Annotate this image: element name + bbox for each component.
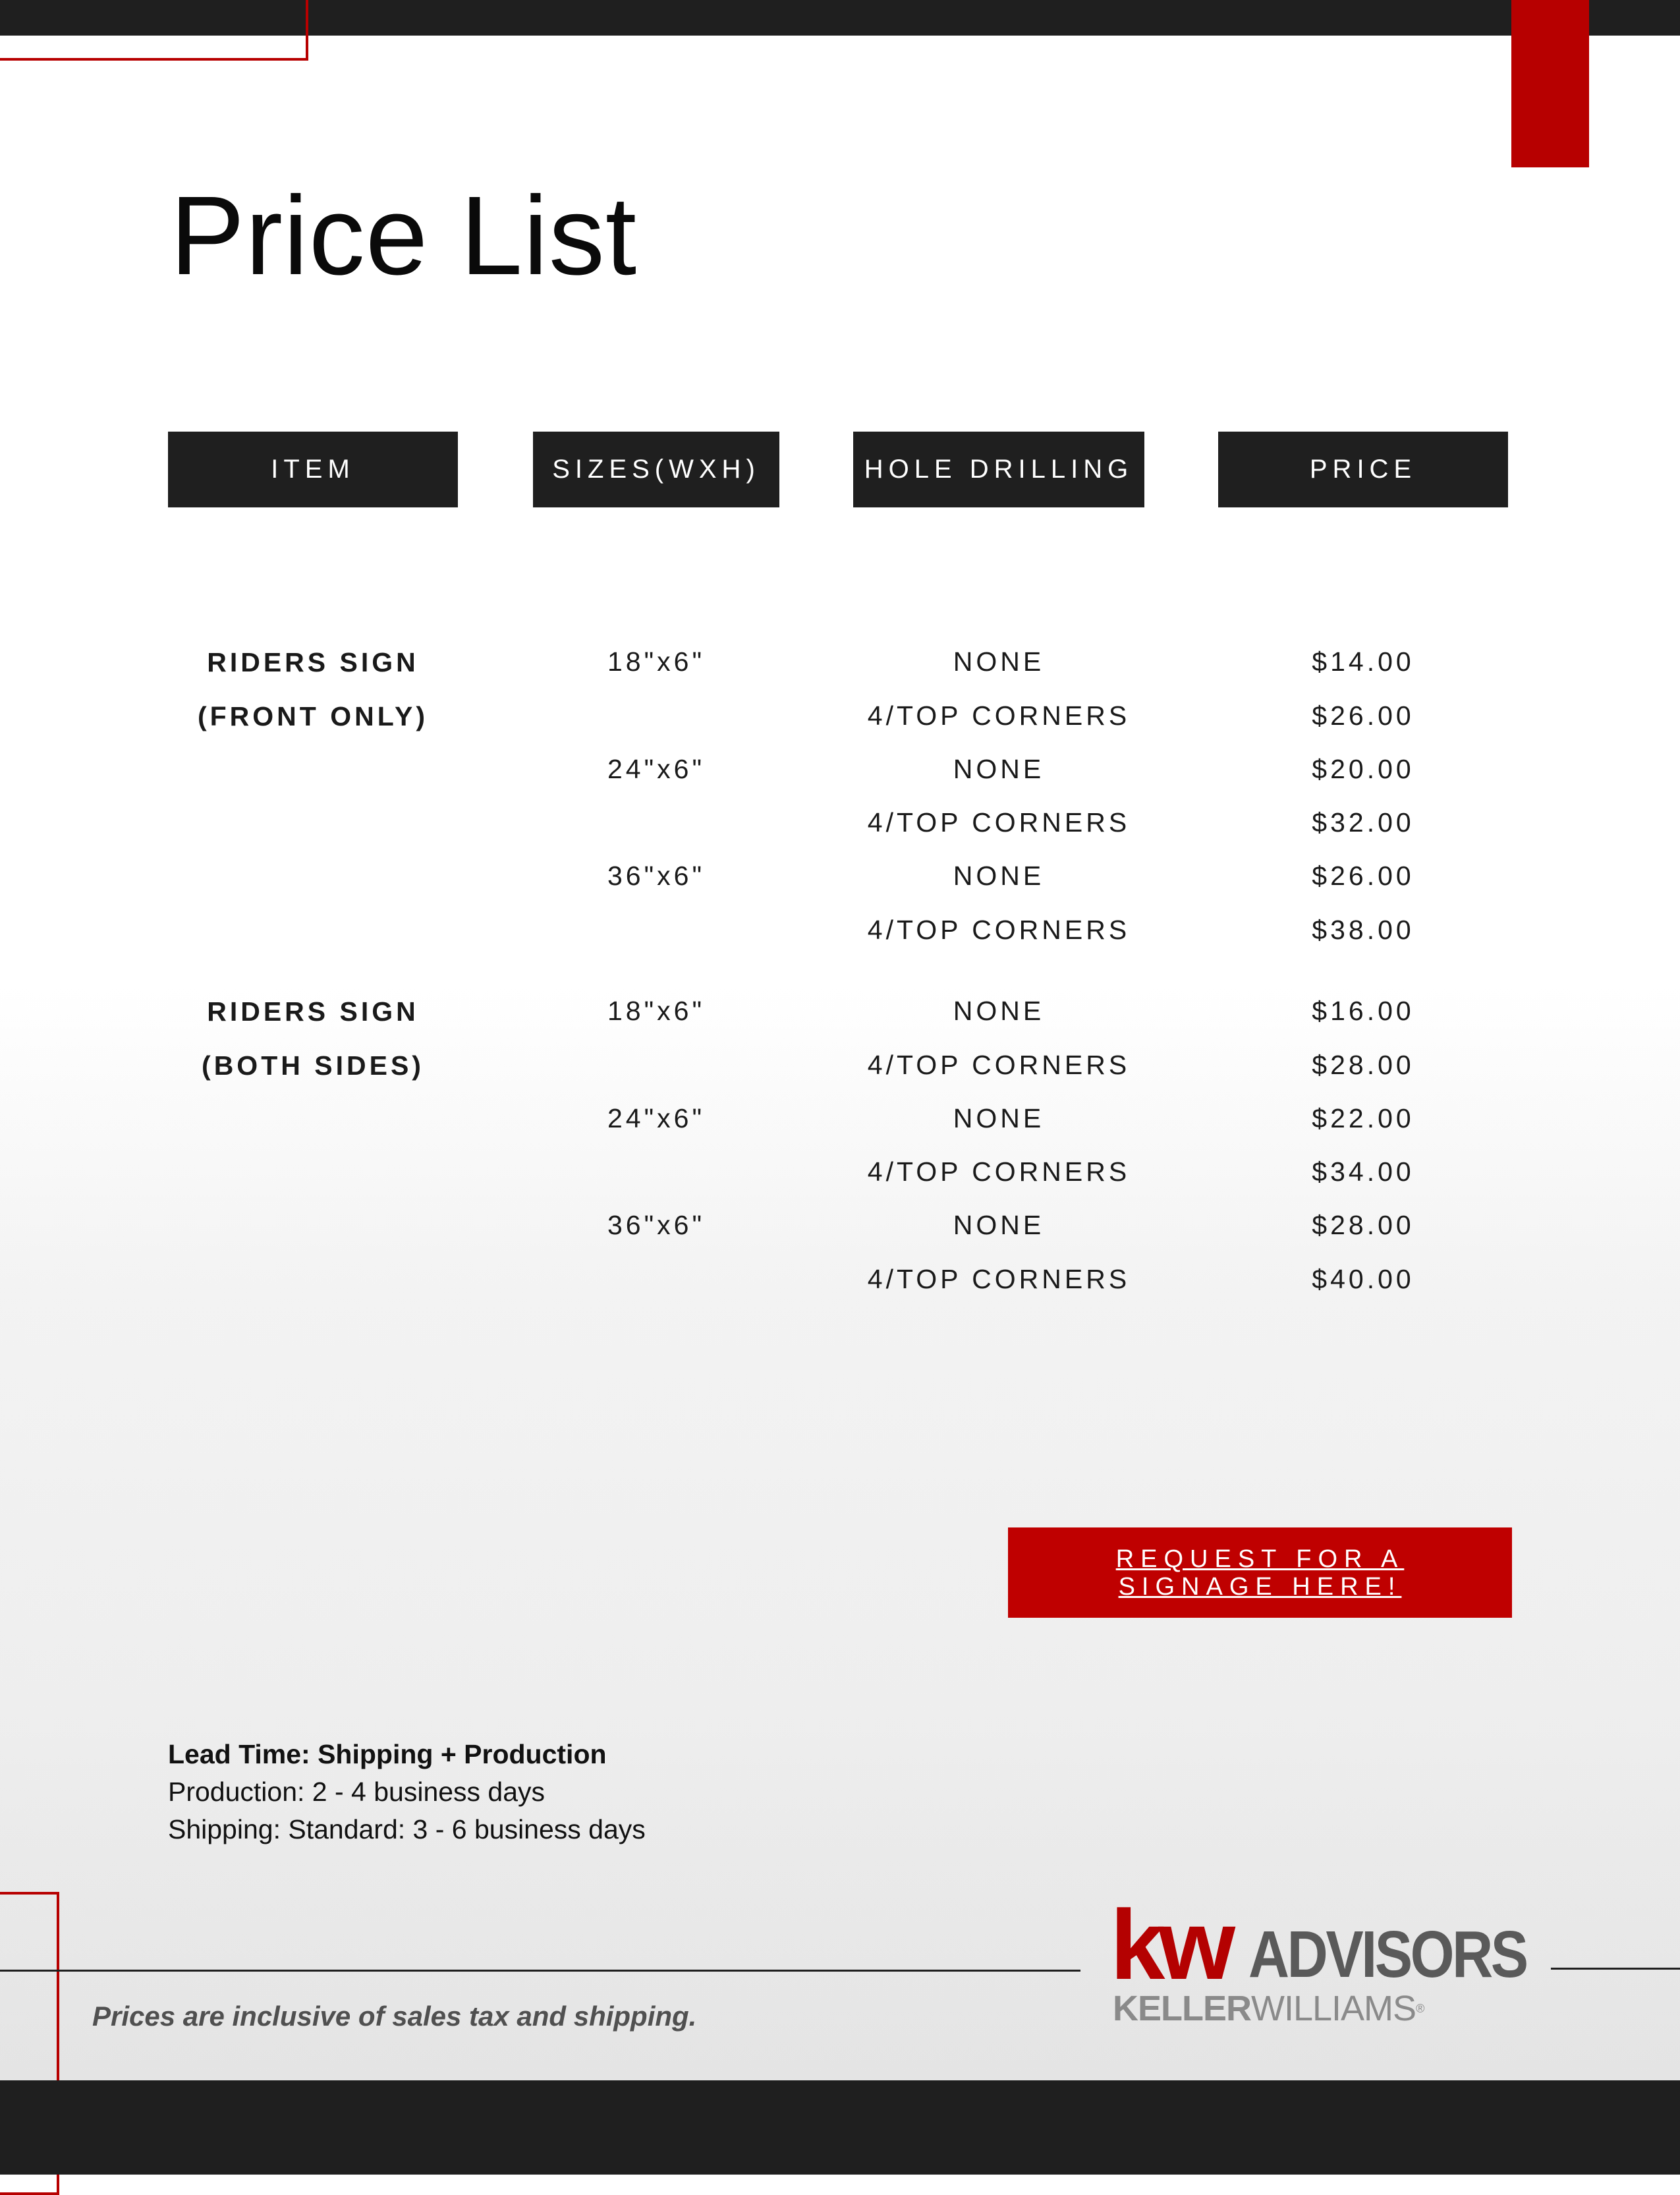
drilling-cell: NONE: [953, 754, 1045, 784]
kw-advisors-logo: [1110, 1889, 1526, 2041]
size-cell: 18"x6": [607, 996, 705, 1026]
logo-keller-williams: [1113, 1989, 1424, 2028]
request-signage-button[interactable]: [1008, 1527, 1512, 1618]
request-signage-line2[interactable]: SIGNAGE HERE!: [1118, 1572, 1402, 1601]
group-label-line2: (FRONT ONLY): [197, 701, 429, 731]
group-label-line2: (BOTH SIDES): [202, 1050, 424, 1081]
price-cell: $22.00: [1312, 1103, 1414, 1133]
footer-note: Prices are inclusive of sales tax and shipping.: [92, 2001, 697, 2032]
red-accent-tab: [1511, 0, 1589, 167]
group-label-line1: RIDERS SIGN: [207, 996, 419, 1027]
drilling-cell: NONE: [953, 1103, 1045, 1133]
header-hole-drilling: HOLE DRILLING: [853, 432, 1144, 507]
header-sizes: SIZES(WXH): [533, 432, 779, 507]
price-cell: $28.00: [1312, 1210, 1414, 1240]
footer-divider-left: [0, 1970, 1080, 1972]
price-cell: $26.00: [1312, 700, 1414, 731]
drilling-cell: 4/TOP CORNERS: [867, 807, 1131, 838]
page-title: Price List: [170, 173, 638, 299]
price-cell: $16.00: [1312, 996, 1414, 1026]
bottom-bar: [0, 2080, 1680, 2175]
price-cell: $34.00: [1312, 1156, 1414, 1187]
drilling-cell: 4/TOP CORNERS: [867, 915, 1131, 945]
size-cell: 18"x6": [607, 646, 705, 677]
price-cell: $26.00: [1312, 861, 1414, 891]
group-label: [168, 635, 458, 743]
price-cell: $28.00: [1312, 1050, 1414, 1080]
price-cell: $20.00: [1312, 754, 1414, 784]
lead-time-block: [168, 1736, 646, 1848]
drilling-cell: NONE: [953, 646, 1045, 677]
size-cell: 24"x6": [607, 1103, 705, 1133]
request-signage-line1[interactable]: REQUEST FOR A: [1115, 1545, 1405, 1573]
logo-williams-text: WILLIAMS: [1251, 1989, 1416, 2028]
logo-registered-mark: ®: [1416, 2002, 1424, 2015]
price-cell: $38.00: [1312, 915, 1414, 945]
footer-divider-right: [1551, 1968, 1680, 1970]
price-cell: $14.00: [1312, 646, 1414, 677]
logo-advisors-text: ADVISORS: [1248, 1918, 1526, 1991]
drilling-cell: NONE: [953, 861, 1045, 891]
header-item: ITEM: [168, 432, 458, 507]
group-label-line1: RIDERS SIGN: [207, 647, 419, 677]
drilling-cell: NONE: [953, 996, 1045, 1026]
shipping-time: Shipping: Standard: 3 - 6 business days: [168, 1814, 646, 1844]
price-cell: $40.00: [1312, 1264, 1414, 1294]
drilling-cell: 4/TOP CORNERS: [867, 700, 1131, 731]
production-time: Production: 2 - 4 business days: [168, 1777, 546, 1807]
header-price: PRICE: [1218, 432, 1508, 507]
top-left-corner-frame: [0, 0, 308, 61]
lead-time-heading: Lead Time: Shipping + Production: [168, 1739, 607, 1769]
drilling-cell: NONE: [953, 1210, 1045, 1240]
logo-keller-text: KELLER: [1113, 1989, 1251, 2028]
group-label: [168, 984, 458, 1093]
size-cell: 36"x6": [607, 1210, 705, 1240]
drilling-cell: 4/TOP CORNERS: [867, 1156, 1131, 1187]
price-cell: $32.00: [1312, 807, 1414, 838]
drilling-cell: 4/TOP CORNERS: [867, 1050, 1131, 1080]
size-cell: 36"x6": [607, 861, 705, 891]
logo-kw-mark: kw: [1110, 1889, 1229, 2000]
drilling-cell: 4/TOP CORNERS: [867, 1264, 1131, 1294]
size-cell: 24"x6": [607, 754, 705, 784]
